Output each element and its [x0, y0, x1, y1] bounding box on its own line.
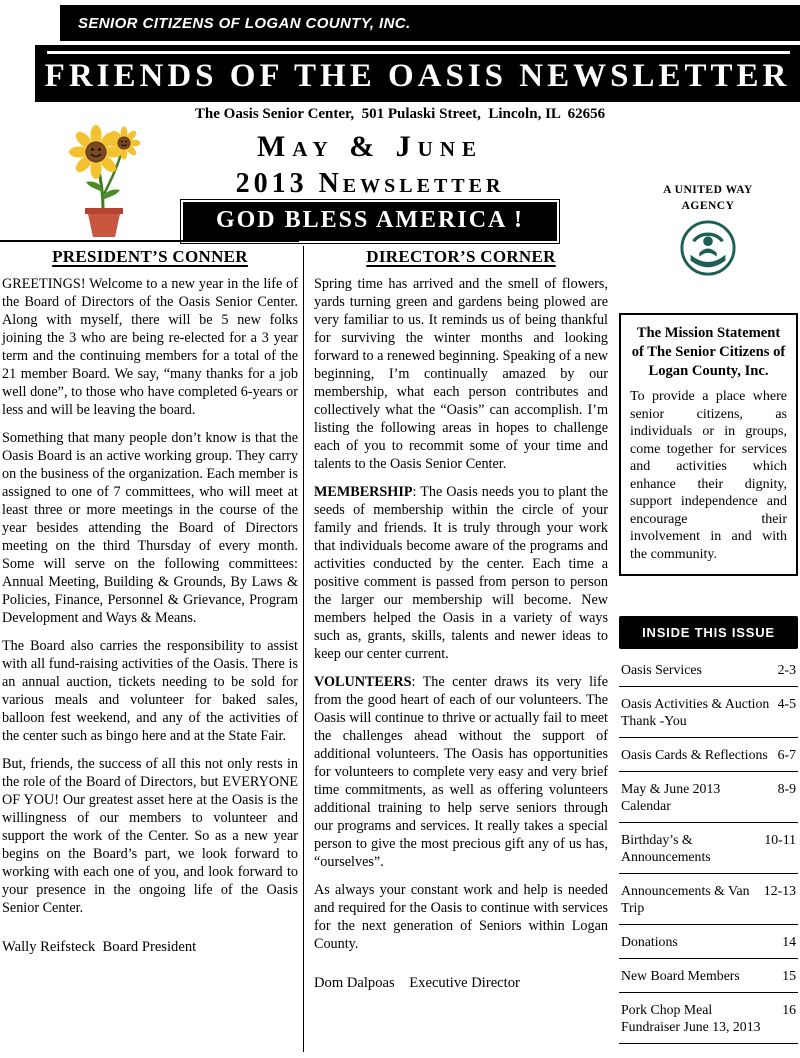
toc-item-pages: 15: [782, 968, 796, 983]
mission-statement-box: [619, 313, 798, 576]
mission-heading-line: Logan County, Inc.: [648, 363, 769, 379]
toc-row: [619, 874, 798, 925]
president-paragraph: Something that many people don’t know is that the Oasis Board is an active working group. They carry on the business of the organization. Each member is assigned to one of 7 committees, who will meet at least three or more meetings in the course of the year besides attending the Board of Directors meeting on the third Thursday of every month. Some will serve on the following committees: Annual Meeting, Building & Grounds, By Laws & Policies, Finance, Personnel & Grievance, Program Development and Ways & Means.: [2, 430, 298, 626]
toc-item-label: Pork Chop Meal Fundraiser June 13, 2013: [621, 1002, 761, 1034]
toc-item-pages: 4-5: [777, 696, 796, 711]
membership-text: : The Oasis needs you to plant the seeds of membership within the circle of your family and friends. It is truly through your work that individuals become aware of the programs and activities conducted by the center. Each time a positive comment is passed from person to person the larger our membership will become. New members helped the Oasis in a variety of ways such as, grants, skills, talents and newer ideas to keep our center current.: [314, 484, 608, 662]
toc-item-pages: 8-9: [777, 781, 796, 796]
toc-item-pages: 14: [782, 934, 796, 949]
title-rule: [47, 51, 790, 54]
inside-this-issue-header: INSIDE THIS ISSUE: [619, 616, 798, 649]
toc-item-label: New Board Members: [621, 968, 740, 983]
table-of-contents: [619, 653, 798, 1044]
director-paragraph-volunteers: [314, 673, 608, 871]
org-banner: [60, 5, 800, 41]
toc-item-pages: 12-13: [763, 883, 796, 898]
mission-body: To provide a place where senior citizens, as individuals or in groups, come together for services and activities which enhance their dignity, support independence and encourage their involvement in and with the community.: [630, 389, 787, 562]
united-way-label-2: AGENCY: [681, 199, 735, 212]
org-banner-text: SENIOR CITIZENS OF LOGAN COUNTY, INC.: [78, 14, 411, 32]
address-line: The Oasis Senior Center, 501 Pulaski Street, Lincoln, IL 62656: [194, 106, 606, 122]
toc-row: [619, 653, 798, 687]
presidents-corner-heading: PRESIDENT’S CONNER: [52, 247, 248, 266]
toc-item-label: Birthday’s & Announcements: [621, 832, 711, 864]
president-signature: Wally Reifsteck Board President: [2, 939, 197, 955]
presidents-corner-section: [2, 245, 298, 956]
issue-year: 2013 Newsletter: [235, 168, 505, 199]
united-way-label-1: A UNITED WAY: [663, 184, 753, 196]
director-paragraph: [314, 275, 608, 473]
toc-item-pages: 6-7: [777, 747, 796, 762]
god-bless-banner: [180, 199, 560, 244]
left-column-top-rule: [0, 240, 299, 242]
toc-item-label: Announcements & Van Trip: [621, 883, 750, 915]
united-way-block: [643, 183, 773, 282]
right-sidebar: [619, 313, 798, 1044]
toc-item-pages: 16: [782, 1002, 796, 1017]
newsletter-title: FRIENDS OF THE OASIS NEWSLETTER: [44, 58, 791, 94]
toc-item-label: Donations: [621, 934, 678, 949]
director-paragraph: [314, 881, 608, 953]
director-paragraph-membership: [314, 483, 608, 663]
mission-heading-line: The Mission Statement: [636, 325, 781, 341]
membership-lead: MEMBERSHIP: [314, 484, 413, 500]
column-divider: [303, 246, 304, 1052]
director-paragraph-text: As always your constant work and help is needed and required for the Oasis to continue with services for the next generation of Seniors within Logan County.: [314, 882, 608, 952]
toc-row: [619, 959, 798, 993]
toc-item-pages: 10-11: [764, 832, 796, 847]
inside-this-issue: [619, 616, 798, 1044]
toc-row: [619, 993, 798, 1044]
toc-item-label: Oasis Cards & Reflections: [621, 747, 768, 762]
sunflower-icon: [62, 122, 148, 240]
volunteers-lead: VOLUNTEERS: [314, 674, 412, 690]
mission-heading-line: of The Senior Citizens of: [631, 344, 786, 360]
united-way-logo: [679, 219, 737, 277]
god-bless-text: GOD BLESS AMERICA !: [183, 202, 557, 241]
toc-row: [619, 925, 798, 959]
president-paragraph: GREETINGS! Welcome to a new year in the life of the Board of Directors of the Oasis Senior Center. Along with myself, there will be 5 new folks joining the 3 who are being re-elected for a 3 year term and the continuing members for a total of the 21 member Board. We say, “many thanks for a job well done”, to those who have completed 6-years or less and will be leaving the board.: [2, 276, 298, 418]
issue-title: [160, 130, 580, 200]
toc-row: [619, 823, 798, 874]
toc-row: [619, 772, 798, 823]
toc-row: [619, 738, 798, 772]
directors-corner-heading: DIRECTOR’S CORNER: [366, 247, 556, 266]
director-signature: Dom Dalpoas Executive Director: [314, 975, 520, 991]
toc-item-label: Oasis Services: [621, 662, 702, 677]
toc-item-pages: 2-3: [777, 662, 796, 677]
sunflower-image: [62, 122, 148, 240]
president-paragraph: But, friends, the success of all this not only rests in the role of the Board of Directors, but EVERYONE OF YOU! Our greatest asset here at the Oasis is the willingness of our members to volunteer and support the work of the Center. So as a new year begins on the Board’s part, we look forward to working with each one of you, and look forward to your presence in the ongoing life of the Oasis Senior Center.: [2, 756, 298, 916]
volunteers-text: : The center draws its very life from the good heart of each of our volunteers. The Oasis will continue to thrive or actually fail to meet the challenges ahead without the support of additional volunteers. The Oasis has opportunities for volunteers to complete very easy and very brief time commitments, as well as offering volunteers additional training to help serve seniors through our programs and services. It really takes a special person to give the most precious gift any of us has, “ourselves”.: [314, 674, 608, 870]
title-banner: [35, 45, 800, 102]
director-paragraph-text: Spring time has arrived and the smell of flowers, yards turning green and gardens being plowed are very familiar to us. It reminds us of being thankful for surviving the winter months and looking forward to a renewed beginning. Speaking of a new beginning, I’m continually amazed by our membership, what each person contributes and collectively what the “Oasis” can accomplish. I’m listing the following areas in hopes to challenge each of you to recommit some of your time and talents to the Oasis Senior Center.: [314, 276, 608, 472]
toc-item-label: Oasis Activities & Auction Thank -You: [621, 696, 770, 728]
president-paragraph: The Board also carries the responsibility to assist with all fund-raising activities of the Oasis. There is an annual auction, tickets needing to be sold for various meals and volunteer for baked sales, balloon fest weekend, and any of the activities of the center such as bingo here and at the State Fair.: [2, 638, 298, 744]
directors-corner-section: [314, 245, 608, 992]
toc-item-label: May & June 2013 Calendar: [621, 781, 721, 813]
issue-month: May & June: [256, 130, 484, 163]
toc-row: [619, 687, 798, 738]
